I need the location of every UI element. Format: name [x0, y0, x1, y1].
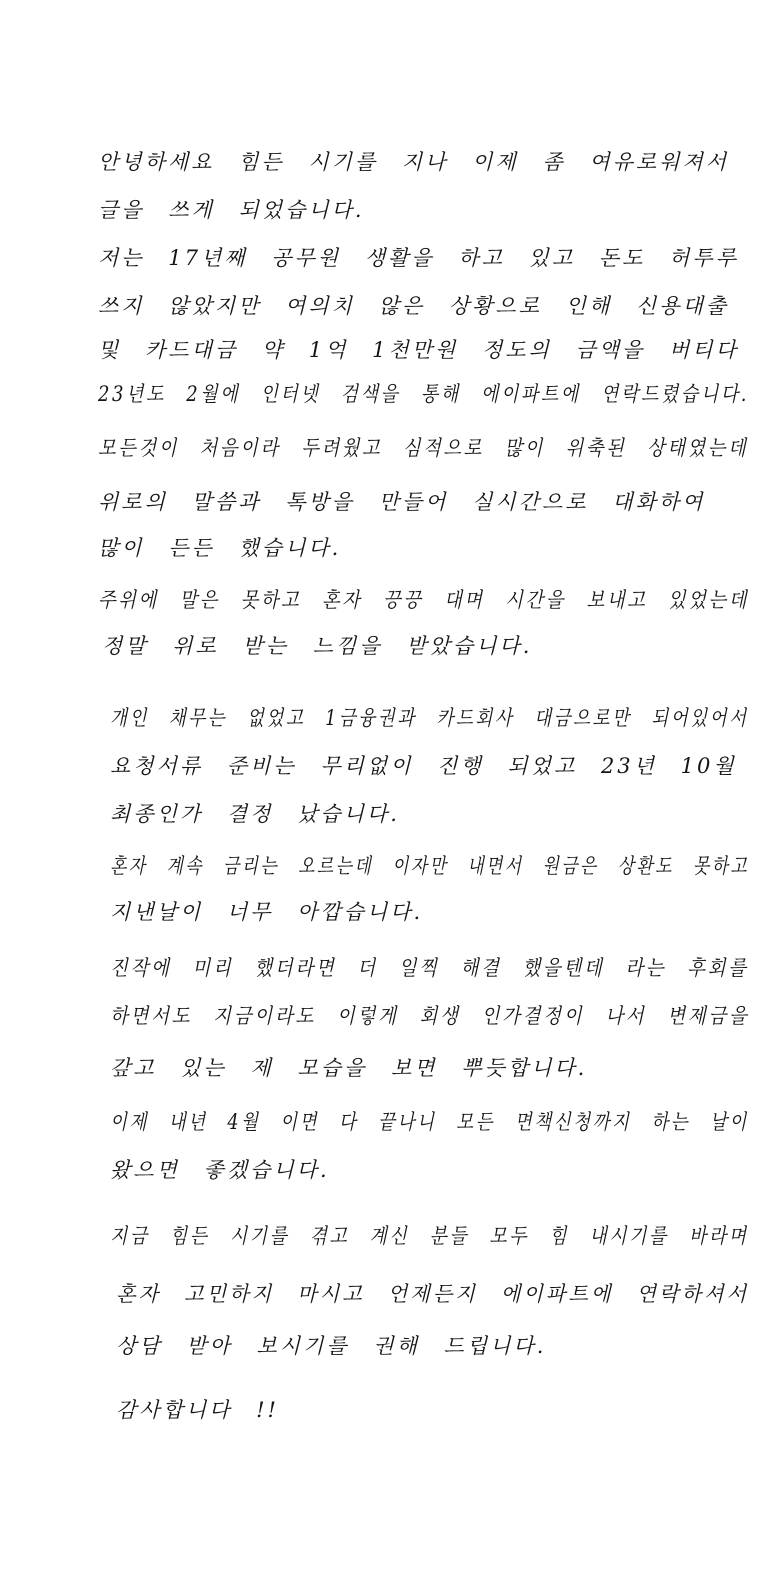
letter-line: 지금 힘든 시기를 겪고 계신 분들 모두 힘 내시기를 바라며: [110, 1224, 749, 1248]
letter-line: 안녕하세요 힘든 시기를 지나 이제 좀 여유로워져서: [98, 150, 730, 174]
letter-line: 23년도 2월에 인터넷 검색을 통해 에이파트에 연락드렸습니다.: [98, 382, 750, 406]
letter-line: 하면서도 지금이라도 이렇게 회생 인가결정이 나서 변제금을: [110, 1004, 750, 1028]
letter-line: 요청서류 준비는 무리없이 진행 되었고 23년 10월: [110, 754, 737, 778]
letter-line: 최종인가 결정 났습니다.: [110, 802, 400, 826]
letter-closing: 감사합니다 !!: [116, 1398, 279, 1422]
letter-line: 정말 위로 받는 느낌을 받았습니다.: [102, 634, 533, 658]
letter-line: 왔으면 좋겠습니다.: [110, 1158, 330, 1182]
letter-line: 이제 내년 4월 이면 다 끝나니 모든 면책신청까지 하는 날이: [110, 1110, 749, 1134]
letter-line: 갚고 있는 제 모습을 보면 뿌듯합니다.: [110, 1056, 588, 1080]
letter-line: 지낸날이 너무 아깝습니다.: [110, 900, 424, 924]
letter-line: 혼자 고민하지 마시고 언제든지 에이파트에 연락하셔서: [116, 1282, 750, 1306]
letter-line: 개인 채무는 없었고 1금융권과 카드회사 대금으로만 되어있어서: [110, 706, 749, 730]
letter-line: 상담 받아 보시기를 권해 드립니다.: [116, 1334, 547, 1358]
letter-line: 주위에 말은 못하고 혼자 끙끙 대며 시간을 보내고 있었는데: [98, 588, 749, 612]
letter-line: 글을 쓰게 되었습니다.: [98, 198, 365, 222]
letter-line: 위로의 말씀과 톡방을 만들어 실시간으로 대화하여: [98, 490, 706, 514]
letter-line: 저는 17년째 공무원 생활을 하고 있고 돈도 허투루: [98, 246, 739, 270]
letter-line: 모든것이 처음이라 두려웠고 심적으로 많이 위축된 상태였는데: [98, 436, 749, 460]
letter-line: 및 카드대금 약 1억 1천만원 정도의 금액을 버티다: [98, 338, 739, 362]
letter-line: 혼자 계속 금리는 오르는데 이자만 내면서 원금은 상환도 못하고: [110, 854, 750, 878]
letter-line: 진작에 미리 했더라면 더 일찍 해결 했을텐데 라는 후회를: [110, 956, 749, 980]
letter-line: 많이 든든 했습니다.: [98, 536, 342, 560]
letter-line: 쓰지 않았지만 여의치 않은 상황으로 인해 신용대출: [98, 294, 730, 318]
